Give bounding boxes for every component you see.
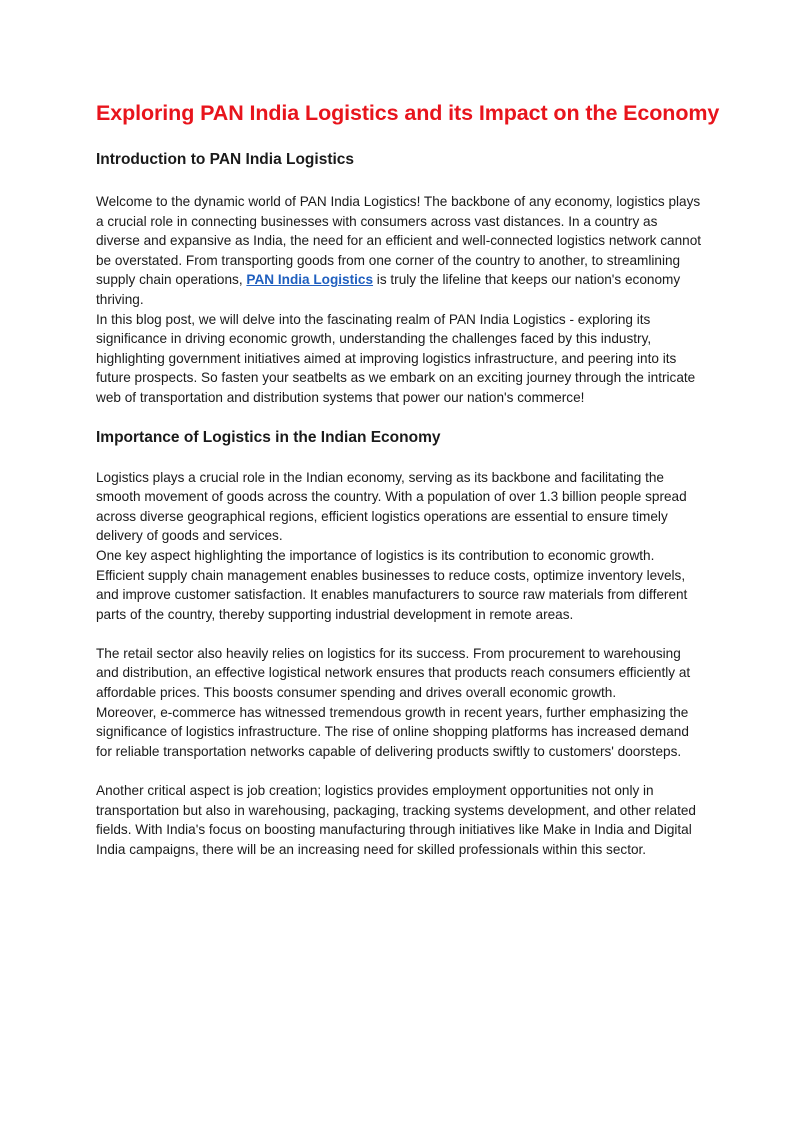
intro-paragraph-1-text: Welcome to the dynamic world of PAN India Logistics! The backbone of any economy, logistics plays a crucial role in connecting businesses with consumers across vast distances. In a country as diverse and expansive as India, the need for an efficient and well-connected logistics network cannot be overstated. From transporting goods from one corner of the country to another, to streamlining supply chain operations, — [96, 194, 702, 288]
section-heading-intro: Introduction to PAN India Logistics — [96, 151, 355, 168]
intro-paragraph-2: In this blog post, we will delve into the fascinating realm of PAN India Logistics - exploring its significance in driving economic growth, understanding the challenges faced by this industry, highlighting government initiatives aimed at improving logistics infrastructure, and peering into its future prospects. So fasten your seatbelts as we embark on an exciting journey through the intricate web of transportation and distribution systems that power our nation's commerce! — [96, 311, 696, 405]
document-page — [96, 96, 720, 859]
importance-paragraph-1: Logistics plays a crucial role in the Indian economy, serving as its backbone and facilitating the smooth movement of goods across the country. With a population of over 1.3 billion people spread across diverse geographical regions, efficient logistics operations are essential to ensure timely delivery of goods and services. — [96, 469, 687, 544]
section-heading-importance: Importance of Logistics in the Indian Economy — [96, 428, 441, 446]
importance-paragraph-4: Moreover, e-commerce has witnessed tremendous growth in recent years, further emphasizing the significance of logistics infrastructure. The rise of online shopping platforms has increased demand for reliable transportation networks capable of delivering products swiftly to customers' doorsteps. — [96, 704, 689, 759]
page-title: Exploring PAN India Logistics and its Impact on the Economy — [96, 101, 720, 125]
pan-india-logistics-link[interactable]: PAN India Logistics — [246, 272, 374, 288]
importance-paragraph-3: The retail sector also heavily relies on logistics for its success. From procurement to warehousing and distribution, an effective logistical network ensures that products reach consumers efficiently at affordable prices. This boosts consumer spending and drives overall economic growth. — [96, 645, 691, 701]
importance-paragraph-5: Another critical aspect is job creation; logistics provides employment opportunities not only in transportation but also in warehousing, packaging, tracking systems development, and other related fields. With India's focus on boosting manufacturing through initiatives like Make in India and Digital India campaigns, there will be an increasing need for skilled professionals within this sector. — [96, 783, 696, 857]
intro-paragraph-1 — [96, 192, 702, 310]
importance-paragraph-2: One key aspect highlighting the importance of logistics is its contribution to economic growth. Efficient supply chain management enables businesses to reduce costs, optimize inventory levels, and improve customer satisfaction. It enables manufacturers to source raw materials from different parts of the country, thereby supporting industrial development in remote areas. — [96, 547, 688, 622]
intro-paragraph-1-text-end: is truly the lifeline that keeps our nation's economy thriving. — [96, 272, 681, 307]
